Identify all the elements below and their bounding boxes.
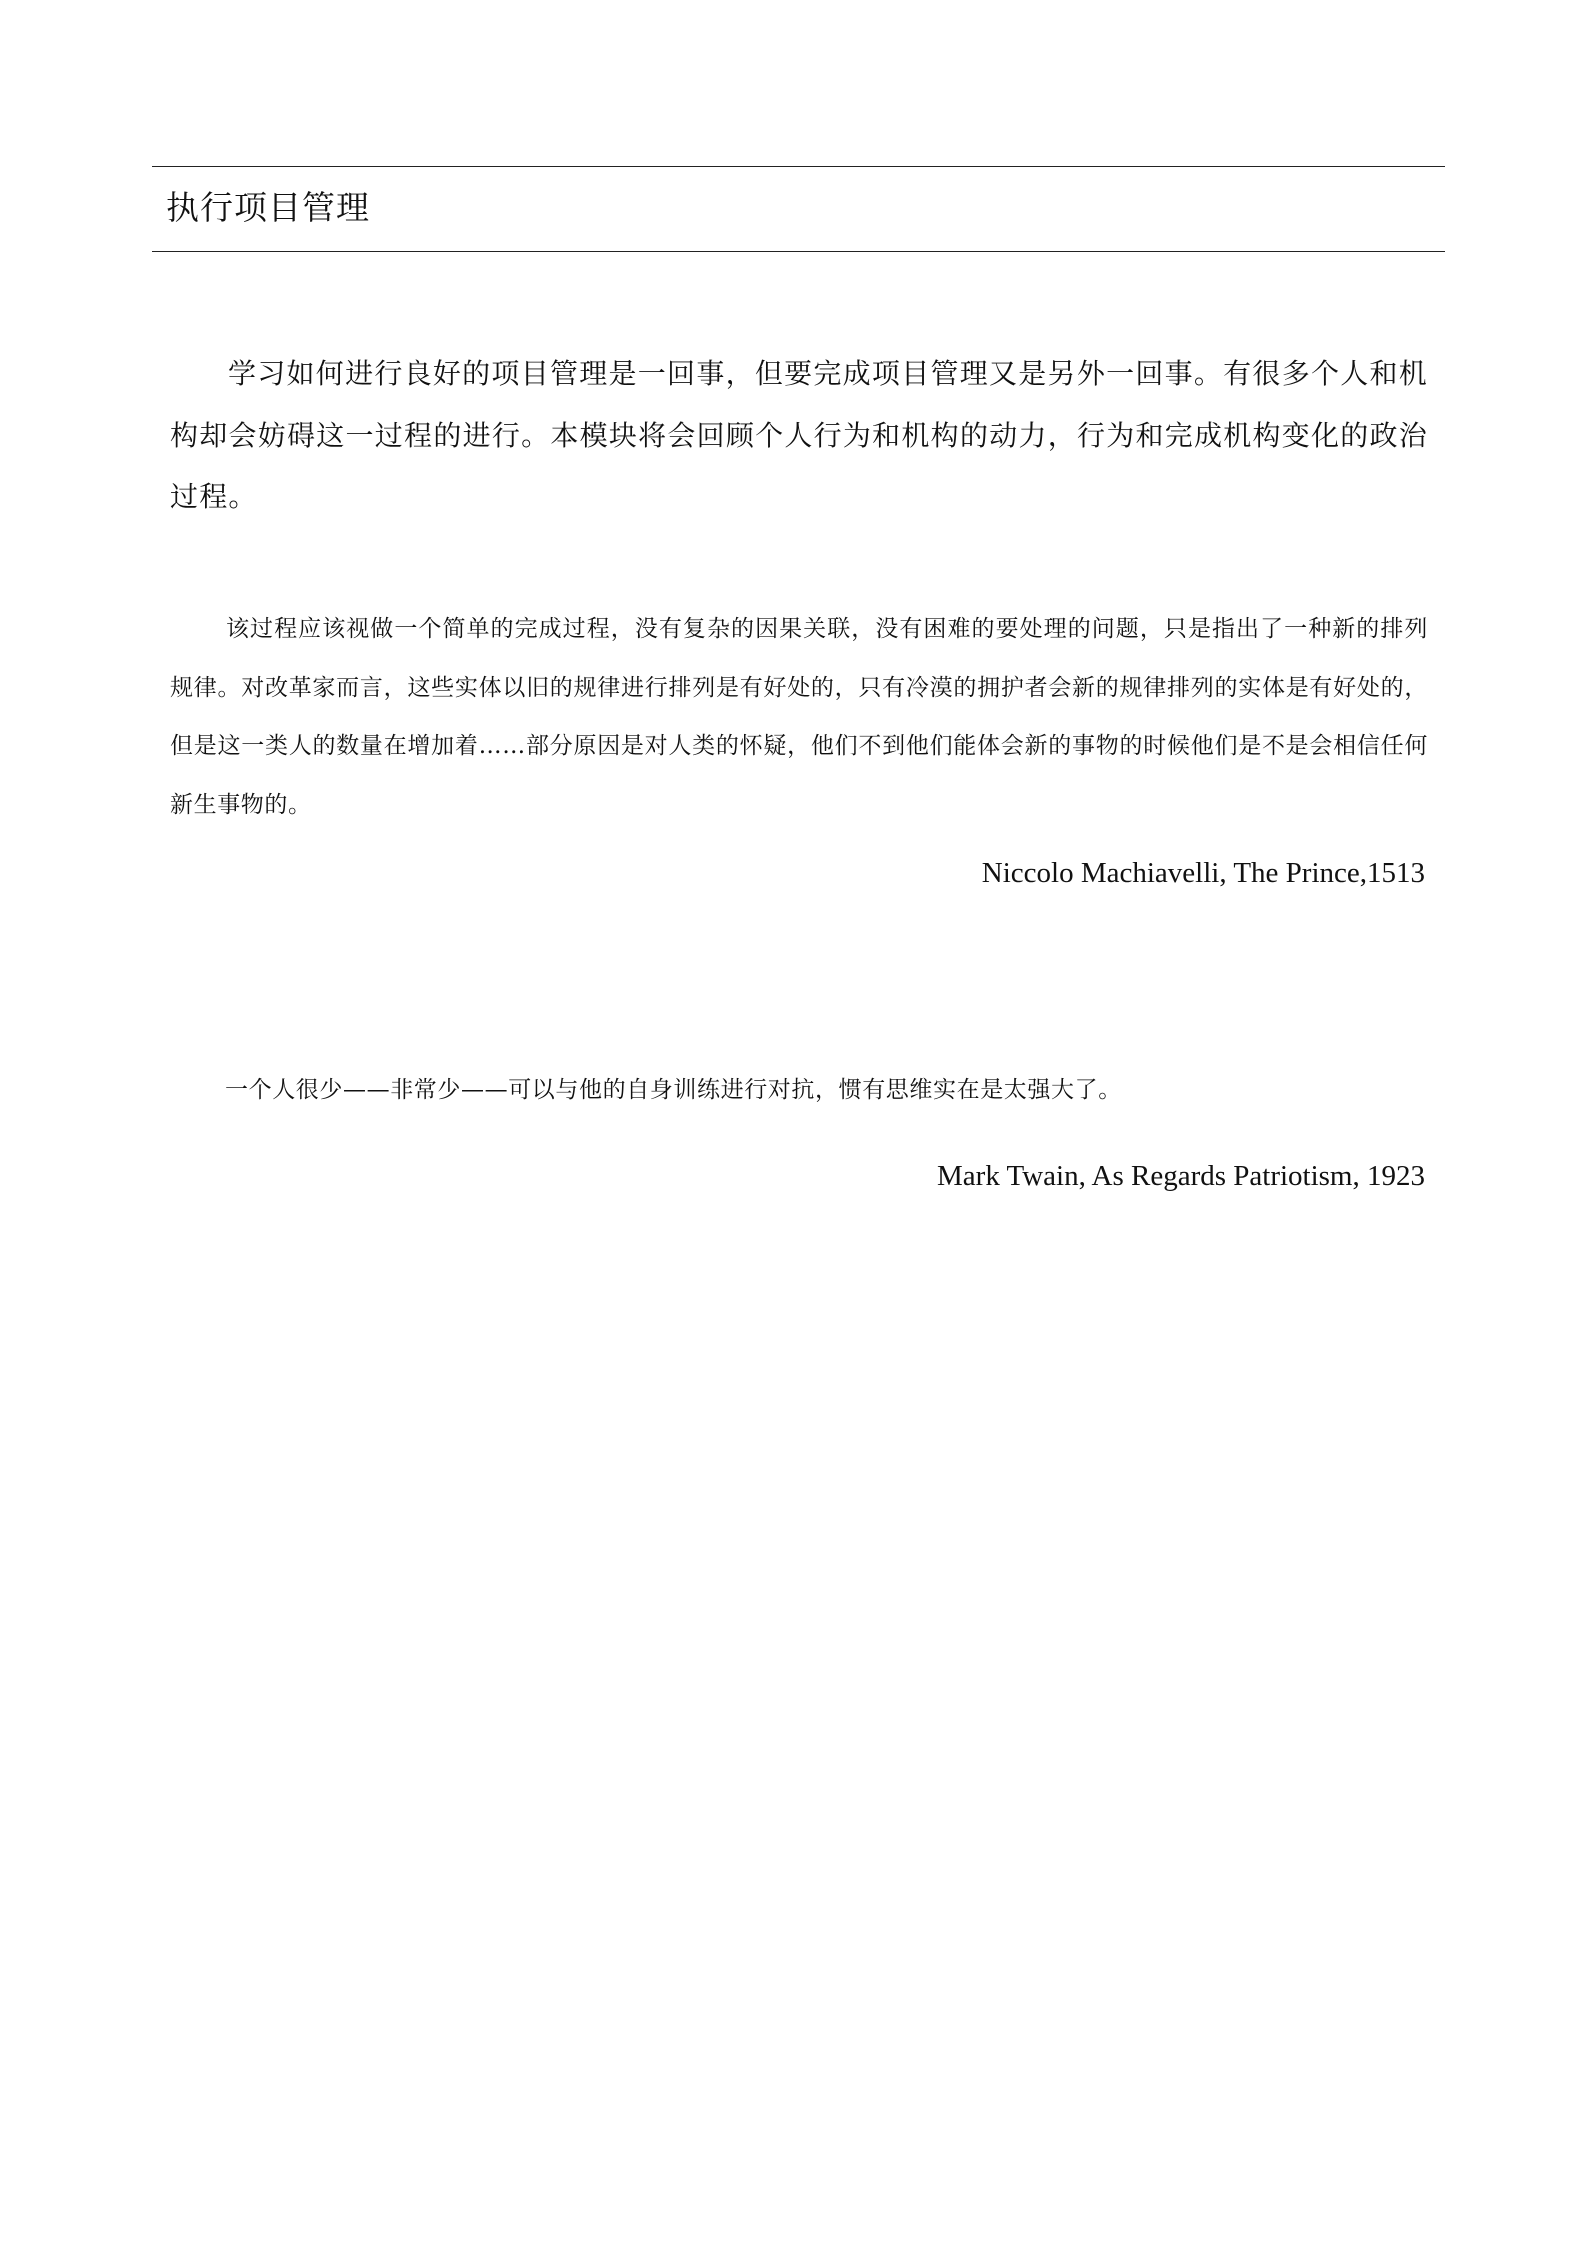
quote-attribution-twain: Mark Twain, As Regards Patriotism, 1923	[937, 1160, 1425, 1192]
title-bottom-rule	[152, 251, 1445, 252]
quote-attribution-machiavelli: Niccolo Machiavelli, The Prince,1513	[981, 857, 1425, 889]
title-top-rule	[152, 166, 1445, 167]
quote-twain: 一个人很少——非常少——可以与他的自身训练进行对抗，惯有思维实在是太强大了。	[225, 1077, 1122, 1103]
intro-paragraph: 学习如何进行良好的项目管理是一回事，但要完成项目管理又是另外一回事。有很多个人和机构却会妨碍这一过程的进行。本模块将会回顾个人行为和机构的动力，行为和完成机构变化的政治过程。	[170, 357, 1428, 513]
quote-machiavelli: 该过程应该视做一个简单的完成过程，没有复杂的因果关联，没有困难的要处理的问题，只是指出了一种新的排列规律。对改革家而言，这些实体以旧的规律进行排列是有好处的，只有冷漠的拥护者会新的规律排列的实体是有好处的，但是这一类人的数量在增加着……部分原因是对人类的怀疑，他们不到他们能体会新的事物的时候他们是不是会相信任何新生事物的。	[170, 616, 1428, 818]
section-title: 执行项目管理	[166, 188, 370, 227]
